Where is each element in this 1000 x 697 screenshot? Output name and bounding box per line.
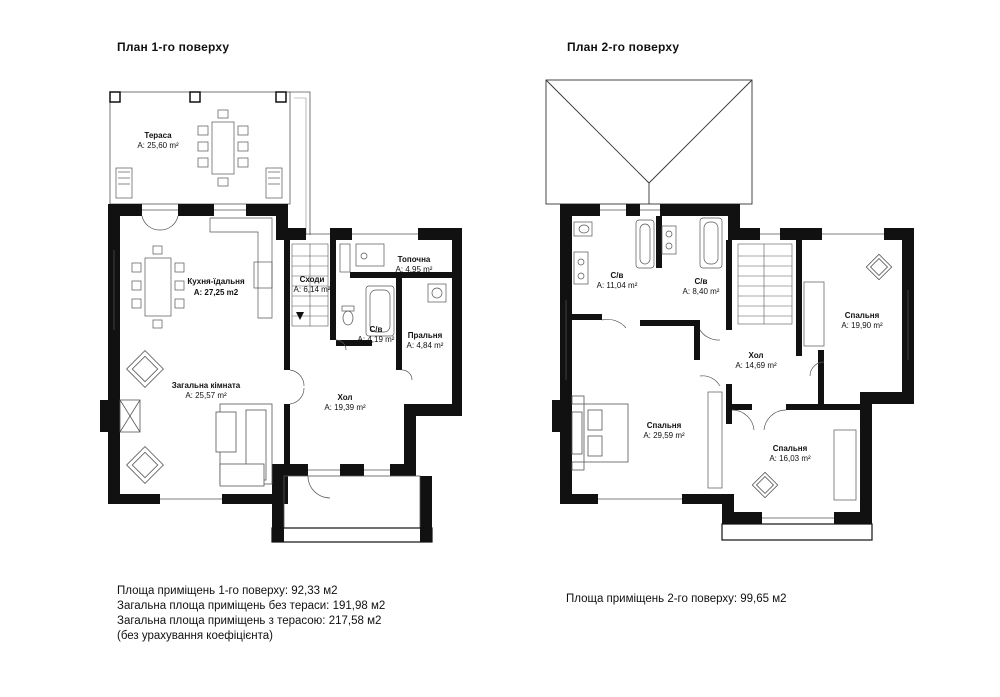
floor2-doors <box>732 362 824 430</box>
room-name-hall1: Хол <box>337 393 353 402</box>
room-name-stairs: Сходи <box>299 275 325 284</box>
room-area-hall2: A: 14,69 m² <box>735 361 777 370</box>
room-area-wc2a: A: 11,04 m² <box>596 281 638 290</box>
floor1-summary <box>117 584 385 644</box>
washer-icon <box>428 284 446 302</box>
room-name-kitchen: Кухня-їдальня <box>187 277 245 286</box>
room-area-laundry: A: 4,84 m² <box>406 341 444 350</box>
room-area-bed2: A: 29,59 m² <box>643 431 685 440</box>
room-area-living: A: 25,57 m² <box>185 391 227 400</box>
room-area-stairs: A: 6,14 m² <box>293 285 331 294</box>
lounge-chair-icon <box>266 168 282 198</box>
wardrobe <box>700 376 722 488</box>
boiler-fixtures <box>340 244 384 272</box>
room-name-terrace: Тераса <box>144 131 172 140</box>
terrace-post <box>190 92 200 102</box>
bay-window <box>284 476 420 528</box>
terrace-railing <box>294 98 306 235</box>
fireplace-icon <box>120 400 140 432</box>
room-name-wc2b: С/в <box>694 277 708 286</box>
floor2-walls <box>552 204 914 524</box>
room-area-hall1: A: 19,39 m² <box>324 403 366 412</box>
room-name-boiler: Топочна <box>397 255 431 264</box>
lounge-chair-icon <box>116 168 132 198</box>
kitchen-counter <box>210 218 272 318</box>
toilet-icon <box>342 306 354 325</box>
floor2-summary <box>566 592 787 607</box>
armchair-icon <box>127 351 164 388</box>
terrace-table-icon <box>198 110 248 186</box>
armchair-icon <box>866 254 891 279</box>
room-name-bed3: Спальня <box>772 444 808 453</box>
floor2-summary-line: Площа приміщень 2-го поверху: 99,65 м2 <box>566 593 787 605</box>
stairs-icon <box>738 244 792 324</box>
room-name-wc1: С/в <box>369 325 383 334</box>
room-area-kitchen: A: 27,25 m2 <box>193 288 239 297</box>
room-area-terrace: A: 25,60 m² <box>137 141 179 150</box>
armchair-icon <box>127 447 164 484</box>
door-icon <box>142 216 178 230</box>
armchair-icon <box>752 472 777 497</box>
room-area-bed1: A: 19,90 m² <box>841 321 883 330</box>
terrace-post <box>276 92 286 102</box>
sofa-icon <box>216 404 272 486</box>
room-area-boiler: A: 4,95 m² <box>395 265 433 274</box>
floor1-summary-line: Загальна площа приміщень з терасою: 217,58 м2 <box>117 615 382 627</box>
floor2-title: План 2-го поверху <box>567 40 680 54</box>
terrace-post <box>110 92 120 102</box>
floor1-plan <box>100 92 462 542</box>
room-name-wc2a: С/в <box>610 271 624 280</box>
bay-sill <box>272 528 432 542</box>
terrace-railing <box>290 92 310 235</box>
room-name-bed2: Спальня <box>646 421 682 430</box>
dining-table-icon <box>132 246 184 328</box>
bed-icon <box>804 282 824 346</box>
floor1-summary-line: Площа приміщень 1-го поверху: 92,33 м2 <box>117 585 338 597</box>
roof-outline <box>546 80 752 204</box>
floor1-summary-line: (без урахування коефіцієнта) <box>117 630 274 642</box>
room-name-bed1: Спальня <box>844 311 880 320</box>
room-name-living: Загальна кімната <box>171 381 241 390</box>
bed-icon <box>834 430 856 500</box>
floor1-title: План 1-го поверху <box>117 40 230 54</box>
room-area-wc1: A: 4,19 m² <box>357 335 395 344</box>
room-area-bed3: A: 16,03 m² <box>769 454 811 463</box>
balcony-sill <box>722 524 872 540</box>
bed-icon <box>572 396 628 470</box>
room-name-laundry: Пральня <box>407 331 443 340</box>
floor2-plan <box>546 80 914 540</box>
room-name-hall2: Хол <box>748 351 764 360</box>
room-area-wc2b: A: 8,40 m² <box>682 287 720 296</box>
floor1-summary-line: Загальна площа приміщень без тераси: 191,98 м2 <box>117 600 386 612</box>
